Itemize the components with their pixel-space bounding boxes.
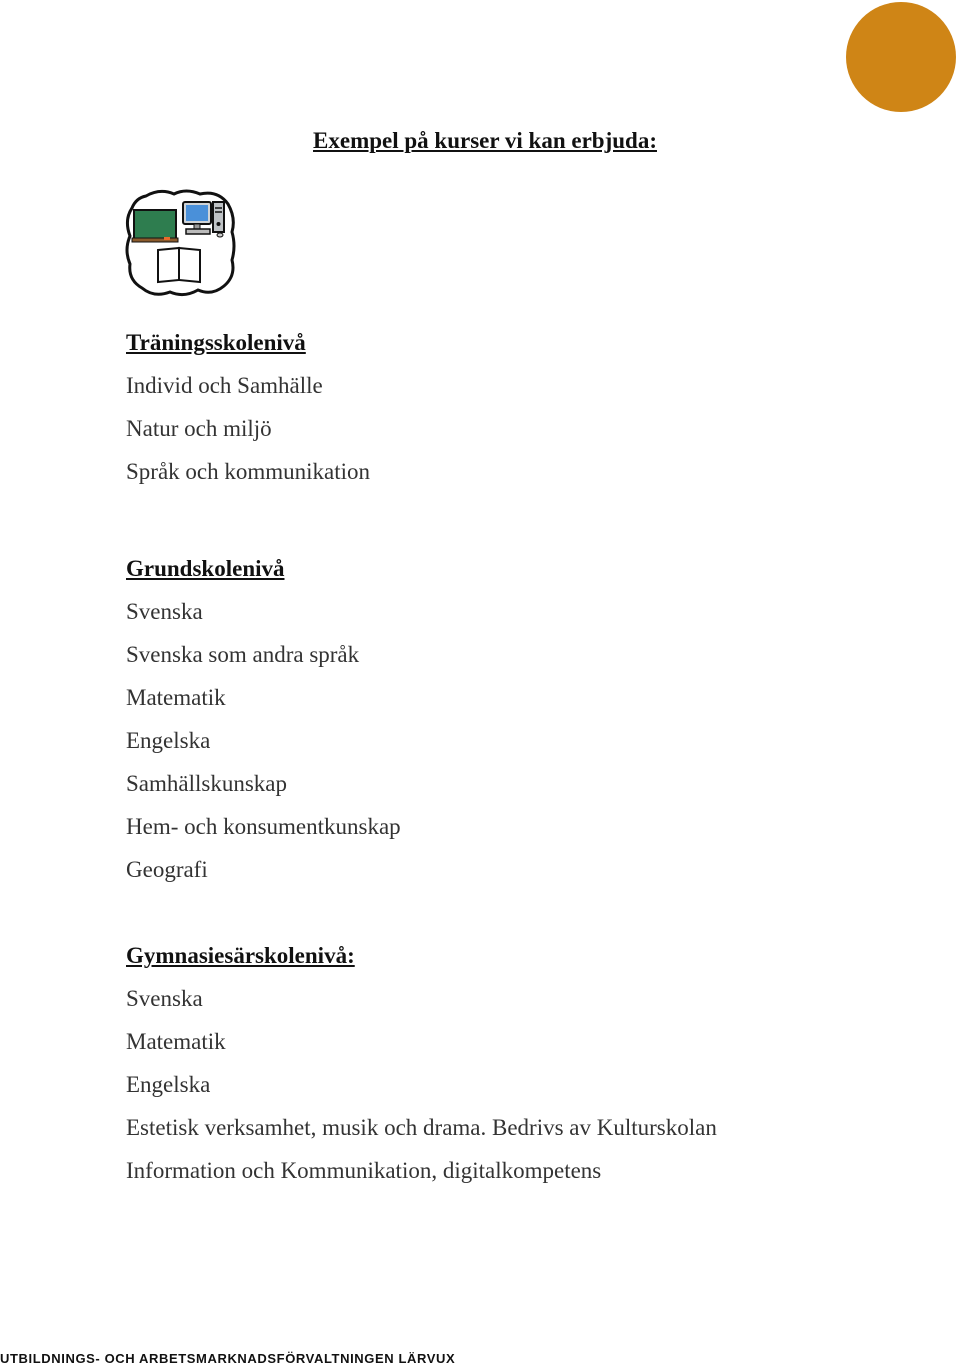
course-item: Samhällskunskap	[126, 771, 287, 796]
course-item: Matematik	[126, 685, 226, 710]
orange-circle-decoration	[846, 2, 956, 112]
section-gymnasiesarskoleniva	[126, 934, 717, 1192]
course-item: Matematik	[126, 1029, 226, 1054]
course-item: Språk och kommunikation	[126, 459, 371, 484]
course-item: Individ och Samhälle	[126, 373, 323, 398]
course-item: Information och Kommunikation, digitalkompetens	[126, 1158, 602, 1183]
course-list	[126, 364, 370, 493]
course-item: Hem- och konsumentkunskap	[126, 814, 401, 839]
section-heading: Gymnasiesärskolenivå:	[126, 943, 355, 968]
course-item: Svenska som andra språk	[126, 642, 360, 667]
course-item: Natur och miljö	[126, 416, 272, 441]
section-heading: Grundskolenivå	[126, 556, 285, 581]
page-title: Exempel på kurser vi kan erbjuda:	[313, 128, 657, 153]
course-item: Svenska	[126, 986, 203, 1011]
course-list	[126, 977, 717, 1192]
section-grundskoleniva	[126, 547, 401, 891]
course-item: Svenska	[126, 599, 203, 624]
section-heading: Träningsskolenivå	[126, 330, 306, 355]
course-item: Engelska	[126, 1072, 211, 1097]
course-item: Geografi	[126, 857, 208, 882]
course-list	[126, 590, 401, 891]
footer-organization-name: UTBILDNINGS- OCH ARBETSMARKNADSFÖRVALTNINGEN LÄRVUX	[0, 1351, 456, 1366]
course-item: Engelska	[126, 728, 211, 753]
section-traningsskoleniva	[126, 321, 370, 493]
school-illustration-icon	[124, 188, 236, 298]
course-item: Estetisk verksamhet, musik och drama. Bedrivs av Kulturskolan	[126, 1115, 717, 1140]
